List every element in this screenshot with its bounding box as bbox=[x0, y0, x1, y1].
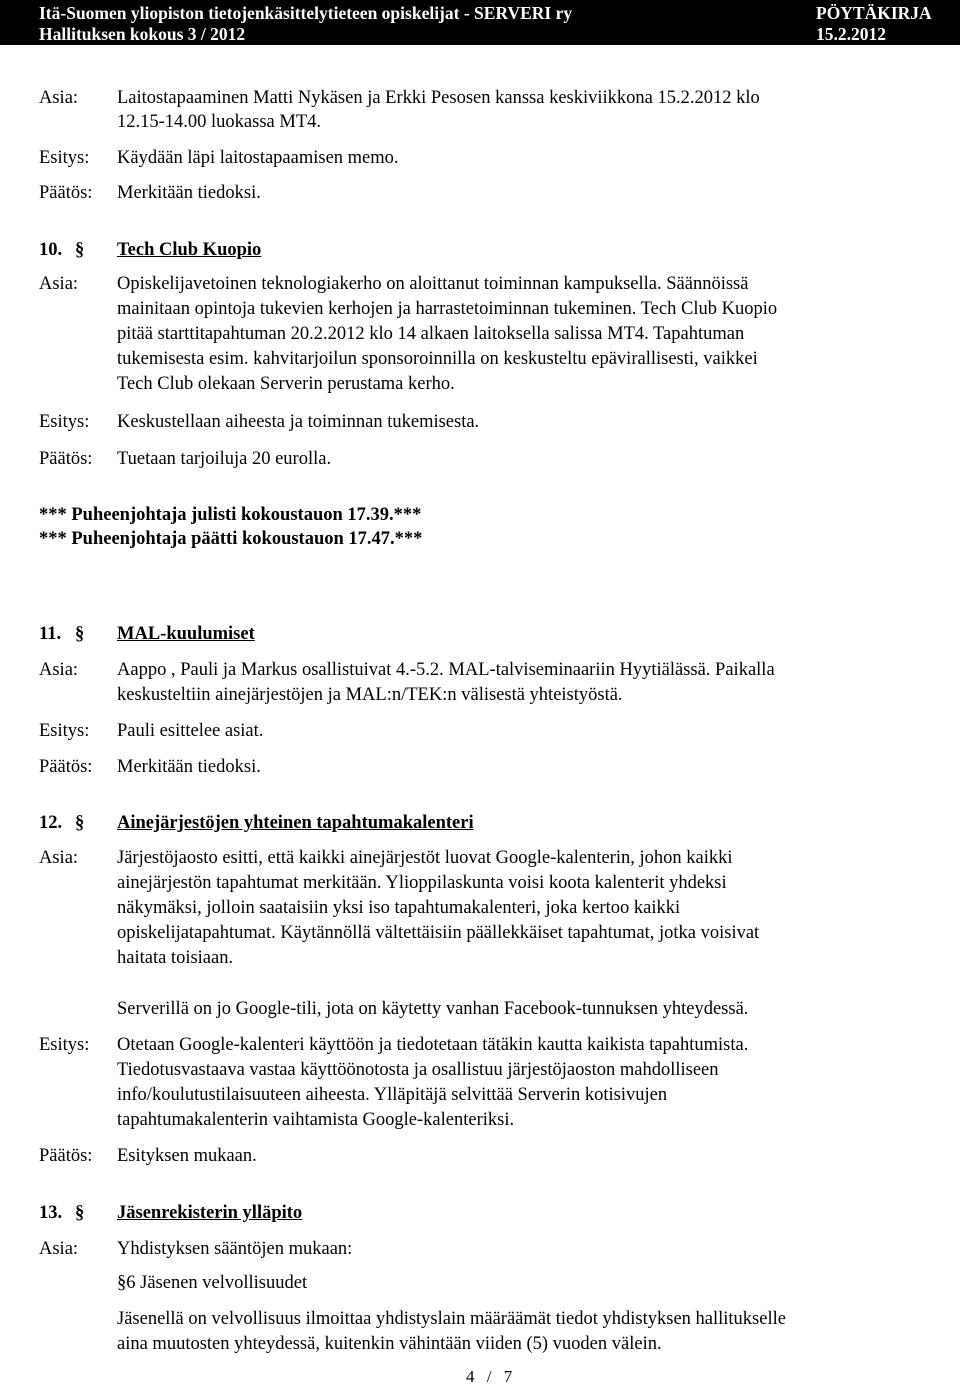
document-type: PÖYTÄKIRJA bbox=[816, 3, 932, 23]
paatos-label: Päätös: bbox=[39, 1146, 93, 1166]
asia-label: Asia: bbox=[39, 1239, 79, 1259]
paatos-label: Päätös: bbox=[39, 183, 93, 203]
asia-label: Asia: bbox=[39, 88, 79, 108]
paatos-text: Merkitään tiedoksi. bbox=[117, 183, 261, 203]
asia-text: haitata toisiaan. bbox=[117, 948, 234, 968]
asia-label: Asia: bbox=[39, 660, 79, 680]
esitys-label: Esitys: bbox=[39, 412, 90, 432]
asia-text: Yhdistyksen sääntöjen mukaan: bbox=[117, 1239, 353, 1259]
asia-text: Aappo , Pauli ja Markus osallistuivat 4.-5.2. MAL-talviseminaariin Hyytiälässä. Paikalla bbox=[117, 660, 775, 680]
paatos-label: Päätös: bbox=[39, 757, 93, 777]
asia-text: näkymäksi, jolloin saataisiin yksi iso tapahtumakalenteri, joka kertoo kaikki bbox=[117, 898, 681, 918]
asia-text: tukemisesta esim. kahvitarjoilun sponsoroinnilla on keskusteltu epävirallisesti, vaikkei bbox=[117, 349, 758, 369]
item-title: Tech Club Kuopio bbox=[117, 240, 262, 260]
break-note: *** Puheenjohtaja päätti kokoustauon 17.47.*** bbox=[39, 529, 423, 549]
paatos-label: Päätös: bbox=[39, 449, 93, 469]
asia-text: opiskelijatapahtumat. Käytännöllä vältettäisiin päällekkäiset tapahtumat, jotka voisivat bbox=[117, 923, 760, 943]
item-number: 13. bbox=[39, 1203, 63, 1223]
section-sign: § bbox=[75, 624, 85, 644]
meeting-date: 15.2.2012 bbox=[816, 24, 886, 44]
esitys-text: Tiedotusvastaava vastaa käyttöönotosta ja osallistuu järjestöjaoston mahdolliseen bbox=[117, 1060, 719, 1080]
asia-text: pitää starttitapahtuman 20.2.2012 klo 14 alkaen laitoksella salissa MT4. Tapahtuman bbox=[117, 324, 745, 344]
asia-text: Opiskelijavetoinen teknologiakerho on aloittanut toiminnan kampuksella. Säännöissä bbox=[117, 274, 749, 294]
paatos-text: Tuetaan tarjoiluja 20 eurolla. bbox=[117, 449, 332, 469]
asia-note: Serverillä on jo Google-tili, jota on käytetty vanhan Facebook-tunnuksen yhteydessä. bbox=[117, 999, 749, 1019]
clause-text: aina muutosten yhteydessä, kuitenkin vähintään viiden (5) vuoden välein. bbox=[117, 1334, 662, 1354]
asia-text: Laitostapaaminen Matti Nykäsen ja Erkki Pesosen kanssa keskiviikkona 15.2.2012 klo bbox=[117, 88, 760, 108]
break-note: *** Puheenjohtaja julisti kokoustauon 17.39.*** bbox=[39, 505, 422, 525]
asia-label: Asia: bbox=[39, 274, 79, 294]
esitys-label: Esitys: bbox=[39, 148, 90, 168]
esitys-text: Käydään läpi laitostapaamisen memo. bbox=[117, 148, 399, 168]
paatos-text: Merkitään tiedoksi. bbox=[117, 757, 261, 777]
asia-text: ainejärjestön tapahtumat merkitään. Ylioppilaskunta voisi koota kalenterit yhdeksi bbox=[117, 873, 727, 893]
meeting-title: Hallituksen kokous 3 / 2012 bbox=[39, 24, 246, 44]
esitys-label: Esitys: bbox=[39, 721, 90, 741]
item-title: Jäsenrekisterin ylläpito bbox=[117, 1203, 303, 1223]
asia-text: 12.15-14.00 luokassa MT4. bbox=[117, 112, 321, 132]
asia-text: keskusteltiin ainejärjestöjen ja MAL:n/TEK:n välisestä yhteistyöstä. bbox=[117, 685, 623, 705]
esitys-text: Pauli esittelee asiat. bbox=[117, 721, 264, 741]
esitys-text: info/koulutustilaisuuteen aiheesta. Ylläpitäjä selvittää Serverin kotisivujen bbox=[117, 1085, 668, 1105]
item-number: 10. bbox=[39, 240, 63, 260]
organization-name: Itä-Suomen yliopiston tietojenkäsittelytieteen opiskelijat - SERVERI ry bbox=[39, 3, 573, 23]
esitys-text: Otetaan Google-kalenteri käyttöön ja tiedotetaan tätäkin kautta kaikista tapahtumista. bbox=[117, 1035, 749, 1055]
item-title: Ainejärjestöjen yhteinen tapahtumakalenteri bbox=[117, 813, 474, 833]
asia-text: mainitaan opintoja tukevien kerhojen ja harrastetoiminnan tukeminen. Tech Club Kuopio bbox=[117, 299, 778, 319]
asia-label: Asia: bbox=[39, 848, 79, 868]
item-number: 12. bbox=[39, 813, 63, 833]
section-sign: § bbox=[75, 813, 85, 833]
clause-heading: §6 Jäsenen velvollisuudet bbox=[117, 1273, 308, 1293]
section-sign: § bbox=[75, 1203, 85, 1223]
paatos-text: Esityksen mukaan. bbox=[117, 1146, 257, 1166]
page-number: 4 / 7 bbox=[466, 1367, 517, 1386]
esitys-label: Esitys: bbox=[39, 1035, 90, 1055]
esitys-text: Keskustellaan aiheesta ja toiminnan tukemisesta. bbox=[117, 412, 480, 432]
asia-text: Järjestöjaosto esitti, että kaikki ainejärjestöt luovat Google-kalenterin, johon kaikki bbox=[117, 848, 733, 868]
clause-text: Jäsenellä on velvollisuus ilmoittaa yhdistyslain määräämät tiedot yhdistyksen hallitukselle bbox=[117, 1309, 786, 1329]
asia-text: Tech Club olekaan Serverin perustama kerho. bbox=[117, 374, 455, 394]
page-header bbox=[0, 0, 960, 45]
esitys-text: tapahtumakalenterin vaihtamista Google-kalenteriksi. bbox=[117, 1110, 515, 1130]
item-title: MAL-kuulumiset bbox=[117, 624, 255, 644]
section-sign: § bbox=[75, 240, 85, 260]
item-number: 11. bbox=[39, 624, 62, 644]
